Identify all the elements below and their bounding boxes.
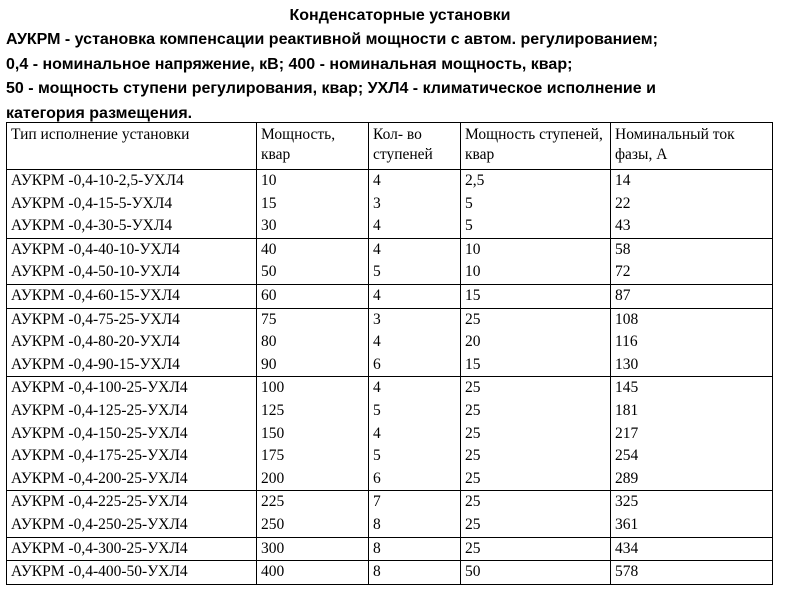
table-row xyxy=(7,354,773,377)
header-type: Тип исполнение установки xyxy=(7,123,257,170)
cell-step-power: 5 xyxy=(461,193,611,216)
intro-line: 50 - мощность ступени регулирования, квар; УХЛ4 - климатическое исполнение и xyxy=(6,80,656,97)
cell-current: 325 xyxy=(611,491,773,514)
cell-steps: 4 xyxy=(369,170,461,193)
cell-current: 87 xyxy=(611,284,773,308)
table-body xyxy=(7,170,773,585)
cell-current: 14 xyxy=(611,170,773,193)
table-row xyxy=(7,238,773,261)
cell-power: 80 xyxy=(257,331,369,354)
intro-line: 0,4 - номинальное напряжение, кВ; 400 - номинальная мощность, квар; xyxy=(6,55,573,73)
cell-power: 75 xyxy=(257,308,369,331)
table-row xyxy=(7,400,773,423)
cell-current: 116 xyxy=(611,331,773,354)
header-current: Номинальный ток фазы, А xyxy=(611,123,773,170)
cell-current: 108 xyxy=(611,308,773,331)
table-row xyxy=(7,514,773,537)
cell-step-power: 25 xyxy=(461,308,611,331)
cell-type: АУКРМ -0,4-150-25-УХЛ4 xyxy=(7,423,257,446)
cell-steps: 3 xyxy=(369,308,461,331)
table-header-row xyxy=(7,123,773,170)
intro-line: АУКРМ - установка компенсации реактивной мощности с автом. регулированием; xyxy=(6,31,658,48)
cell-type: АУКРМ -0,4-10-2,5-УХЛ4 xyxy=(7,170,257,193)
cell-step-power: 2,5 xyxy=(461,170,611,193)
cell-steps: 5 xyxy=(369,261,461,284)
cell-steps: 3 xyxy=(369,193,461,216)
cell-type: АУКРМ -0,4-40-10-УХЛ4 xyxy=(7,238,257,261)
cell-current: 72 xyxy=(611,261,773,284)
cell-current: 289 xyxy=(611,468,773,491)
cell-step-power: 25 xyxy=(461,445,611,468)
cell-step-power: 10 xyxy=(461,261,611,284)
page-title: Конденсаторные установки xyxy=(289,7,511,24)
cell-power: 150 xyxy=(257,423,369,446)
cell-current: 43 xyxy=(611,215,773,238)
cell-steps: 4 xyxy=(369,238,461,261)
table-row xyxy=(7,377,773,400)
table-row xyxy=(7,331,773,354)
cell-step-power: 25 xyxy=(461,423,611,446)
cell-power: 250 xyxy=(257,514,369,537)
cell-current: 181 xyxy=(611,400,773,423)
cell-step-power: 25 xyxy=(461,400,611,423)
cell-steps: 7 xyxy=(369,491,461,514)
cell-power: 100 xyxy=(257,377,369,400)
cell-current: 58 xyxy=(611,238,773,261)
cell-type: АУКРМ -0,4-400-50-УХЛ4 xyxy=(7,561,257,585)
cell-current: 22 xyxy=(611,193,773,216)
table-row xyxy=(7,537,773,561)
cell-power: 40 xyxy=(257,238,369,261)
cell-power: 10 xyxy=(257,170,369,193)
cell-steps: 4 xyxy=(369,423,461,446)
capacitor-units-table xyxy=(6,122,773,585)
cell-power: 60 xyxy=(257,284,369,308)
table-row xyxy=(7,215,773,238)
cell-step-power: 50 xyxy=(461,561,611,585)
header-step-power: Мощность ступеней, квар xyxy=(461,123,611,170)
cell-step-power: 25 xyxy=(461,468,611,491)
cell-type: АУКРМ -0,4-90-15-УХЛ4 xyxy=(7,354,257,377)
cell-type: АУКРМ -0,4-30-5-УХЛ4 xyxy=(7,215,257,238)
table-row xyxy=(7,491,773,514)
cell-power: 200 xyxy=(257,468,369,491)
cell-steps: 5 xyxy=(369,445,461,468)
cell-power: 400 xyxy=(257,561,369,585)
cell-step-power: 15 xyxy=(461,354,611,377)
cell-steps: 4 xyxy=(369,284,461,308)
cell-type: АУКРМ -0,4-250-25-УХЛ4 xyxy=(7,514,257,537)
cell-power: 50 xyxy=(257,261,369,284)
cell-type: АУКРМ -0,4-50-10-УХЛ4 xyxy=(7,261,257,284)
cell-current: 578 xyxy=(611,561,773,585)
cell-step-power: 25 xyxy=(461,491,611,514)
table-row xyxy=(7,261,773,284)
table-row xyxy=(7,445,773,468)
table-row xyxy=(7,468,773,491)
table-row xyxy=(7,170,773,193)
cell-step-power: 20 xyxy=(461,331,611,354)
cell-type: АУКРМ -0,4-225-25-УХЛ4 xyxy=(7,491,257,514)
cell-step-power: 5 xyxy=(461,215,611,238)
cell-current: 145 xyxy=(611,377,773,400)
cell-current: 217 xyxy=(611,423,773,446)
intro-paragraph xyxy=(6,28,796,126)
cell-current: 254 xyxy=(611,445,773,468)
cell-power: 90 xyxy=(257,354,369,377)
cell-steps: 4 xyxy=(369,377,461,400)
cell-steps: 8 xyxy=(369,561,461,585)
cell-step-power: 10 xyxy=(461,238,611,261)
cell-type: АУКРМ -0,4-75-25-УХЛ4 xyxy=(7,308,257,331)
cell-step-power: 25 xyxy=(461,377,611,400)
cell-type: АУКРМ -0,4-100-25-УХЛ4 xyxy=(7,377,257,400)
cell-power: 125 xyxy=(257,400,369,423)
header-steps: Кол- во ступеней xyxy=(369,123,461,170)
cell-steps: 4 xyxy=(369,331,461,354)
cell-type: АУКРМ -0,4-80-20-УХЛ4 xyxy=(7,331,257,354)
cell-steps: 5 xyxy=(369,400,461,423)
cell-type: АУКРМ -0,4-200-25-УХЛ4 xyxy=(7,468,257,491)
table-row xyxy=(7,423,773,446)
table-row xyxy=(7,561,773,585)
cell-steps: 4 xyxy=(369,215,461,238)
cell-type: АУКРМ -0,4-125-25-УХЛ4 xyxy=(7,400,257,423)
cell-power: 15 xyxy=(257,193,369,216)
cell-power: 30 xyxy=(257,215,369,238)
cell-step-power: 25 xyxy=(461,537,611,561)
cell-steps: 8 xyxy=(369,537,461,561)
cell-current: 361 xyxy=(611,514,773,537)
intro-line: категория размещения. xyxy=(6,104,193,122)
cell-power: 225 xyxy=(257,491,369,514)
cell-current: 434 xyxy=(611,537,773,561)
table-row xyxy=(7,193,773,216)
cell-steps: 6 xyxy=(369,468,461,491)
cell-step-power: 25 xyxy=(461,514,611,537)
cell-current: 130 xyxy=(611,354,773,377)
cell-power: 300 xyxy=(257,537,369,561)
cell-type: АУКРМ -0,4-60-15-УХЛ4 xyxy=(7,284,257,308)
cell-step-power: 15 xyxy=(461,284,611,308)
header-power: Мощность, квар xyxy=(257,123,369,170)
cell-type: АУКРМ -0,4-15-5-УХЛ4 xyxy=(7,193,257,216)
cell-steps: 6 xyxy=(369,354,461,377)
cell-steps: 8 xyxy=(369,514,461,537)
cell-type: АУКРМ -0,4-175-25-УХЛ4 xyxy=(7,445,257,468)
cell-power: 175 xyxy=(257,445,369,468)
table-row xyxy=(7,284,773,308)
table-row xyxy=(7,308,773,331)
cell-type: АУКРМ -0,4-300-25-УХЛ4 xyxy=(7,537,257,561)
